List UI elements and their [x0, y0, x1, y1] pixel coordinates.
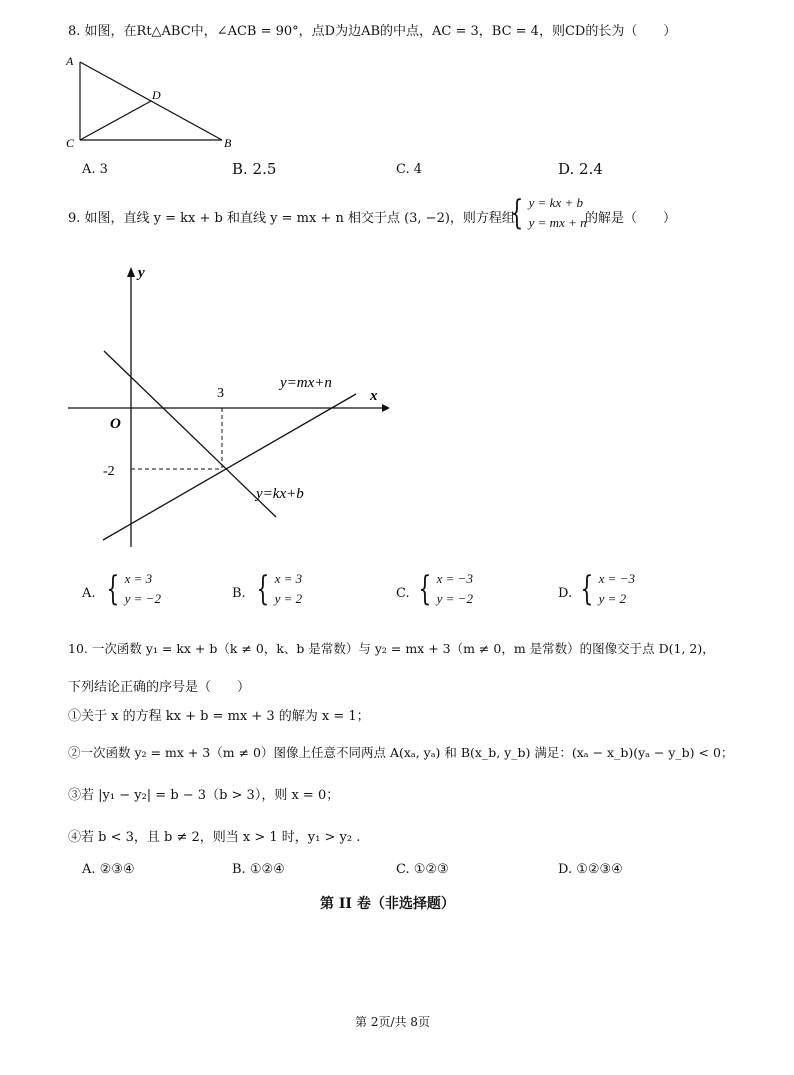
q9-option-c-line2: y = −2: [436, 591, 473, 606]
section-title: 第 II 卷（非选择题）: [320, 896, 455, 912]
q9-system-eq1: y = kx + b: [528, 195, 583, 210]
brace-icon: {: [418, 569, 432, 609]
q9-option-c-line1: x = −3: [436, 571, 473, 586]
page-footer: 第 2页/共 8页: [355, 1015, 430, 1029]
line-kx-b-label: y=kx+b: [256, 486, 304, 502]
x-tick-3: 3: [217, 386, 224, 401]
q9-option-b-line1: x = 3: [274, 571, 303, 586]
q9-option-c[interactable]: [414, 569, 473, 609]
q8-option-b[interactable]: B. 2.5: [232, 160, 277, 178]
brace-icon: {: [106, 569, 120, 609]
line-kx-b: [104, 351, 276, 517]
x-axis-arrow-icon: [382, 404, 390, 412]
q9-option-a-line1: x = 3: [124, 571, 153, 586]
q10-stem-line1: 10. 一次函数 y₁ = kx + b（k ≠ 0，k、b 是常数）与 y₂ = mx + 3（m ≠ 0，m 是常数）的图像交于点 D(1, 2)，: [68, 641, 715, 656]
q9-option-c-letter[interactable]: C.: [396, 586, 410, 601]
brace-icon: {: [580, 569, 594, 609]
q9-option-d-line1: x = −3: [598, 571, 635, 586]
brace-icon: {: [510, 193, 524, 233]
q8-label-b: B: [224, 136, 232, 150]
q8-stem: 8. 如图，在Rt△ABC中，∠ACB = 90°，点D为边AB的中点，AC = 3，BC = 4，则CD的长为（ ）: [68, 24, 677, 39]
q9-system-eq2: y = mx + n: [528, 215, 587, 230]
line-mx-n: [103, 394, 356, 540]
origin-label: O: [110, 416, 121, 432]
q10-statement-3: ③若 |y₁ − y₂| = b − 3（b > 3），则 x = 0；: [68, 788, 340, 803]
q10-option-c[interactable]: C. ①②③: [396, 862, 449, 877]
q8-label-d: D: [152, 88, 161, 102]
q10-option-b[interactable]: B. ①②④: [232, 862, 285, 877]
q10-statement-4: ④若 b < 3，且 b ≠ 2，则当 x > 1 时，y₁ > y₂ .: [68, 830, 361, 845]
q9-option-d-line2: y = 2: [598, 591, 627, 606]
q8-label-c: C: [66, 136, 75, 150]
q9-graph: [60, 255, 400, 555]
q9-option-b-line2: y = 2: [274, 591, 303, 606]
q10-stem-line2: 下列结论正确的序号是（ ）: [68, 680, 251, 695]
q8-option-c[interactable]: C. 4: [396, 162, 423, 177]
q8-option-d[interactable]: D. 2.4: [558, 160, 603, 178]
x-axis-label: x: [370, 388, 378, 404]
y-axis-arrow-icon: [127, 267, 135, 277]
line-mx-n-label: y=mx+n: [280, 375, 332, 391]
q10-option-d[interactable]: D. ①②③④: [558, 862, 623, 877]
q9-stem-pre: 9. 如图，直线 y = kx + b 和直线 y = mx + n 相交于点 (3, −2)，则方程组: [68, 211, 515, 226]
q10-statement-1: ①关于 x 的方程 kx + b = mx + 3 的解为 x = 1；: [68, 709, 370, 724]
y-axis-label: y: [138, 265, 145, 281]
q10-option-a[interactable]: A. ②③④: [82, 862, 135, 877]
q9-option-a-letter[interactable]: A.: [82, 586, 96, 601]
q9-option-b-letter[interactable]: B.: [232, 586, 246, 601]
q9-option-d-letter[interactable]: D.: [558, 586, 573, 601]
q10-statement-2: ②一次函数 y₂ = mx + 3（m ≠ 0）图像上任意不同两点 A(xₐ, yₐ) 和 B(x_b, y_b) 满足：(xₐ − x_b)(yₐ − y_b) < 0；: [68, 745, 734, 760]
q9-option-b[interactable]: [252, 569, 302, 609]
brace-icon: {: [256, 569, 270, 609]
q9-equation-system: [506, 193, 587, 233]
y-tick-neg2: -2: [103, 464, 115, 479]
q8-option-a[interactable]: A. 3: [82, 162, 108, 177]
q9-option-a[interactable]: [102, 569, 161, 609]
q8-label-a: A: [66, 54, 74, 68]
q8-triangle-figure: [62, 52, 242, 152]
q9-option-d[interactable]: [576, 569, 635, 609]
q9-stem-post: 的解是（ ）: [585, 211, 677, 226]
q9-option-a-line2: y = −2: [124, 591, 161, 606]
